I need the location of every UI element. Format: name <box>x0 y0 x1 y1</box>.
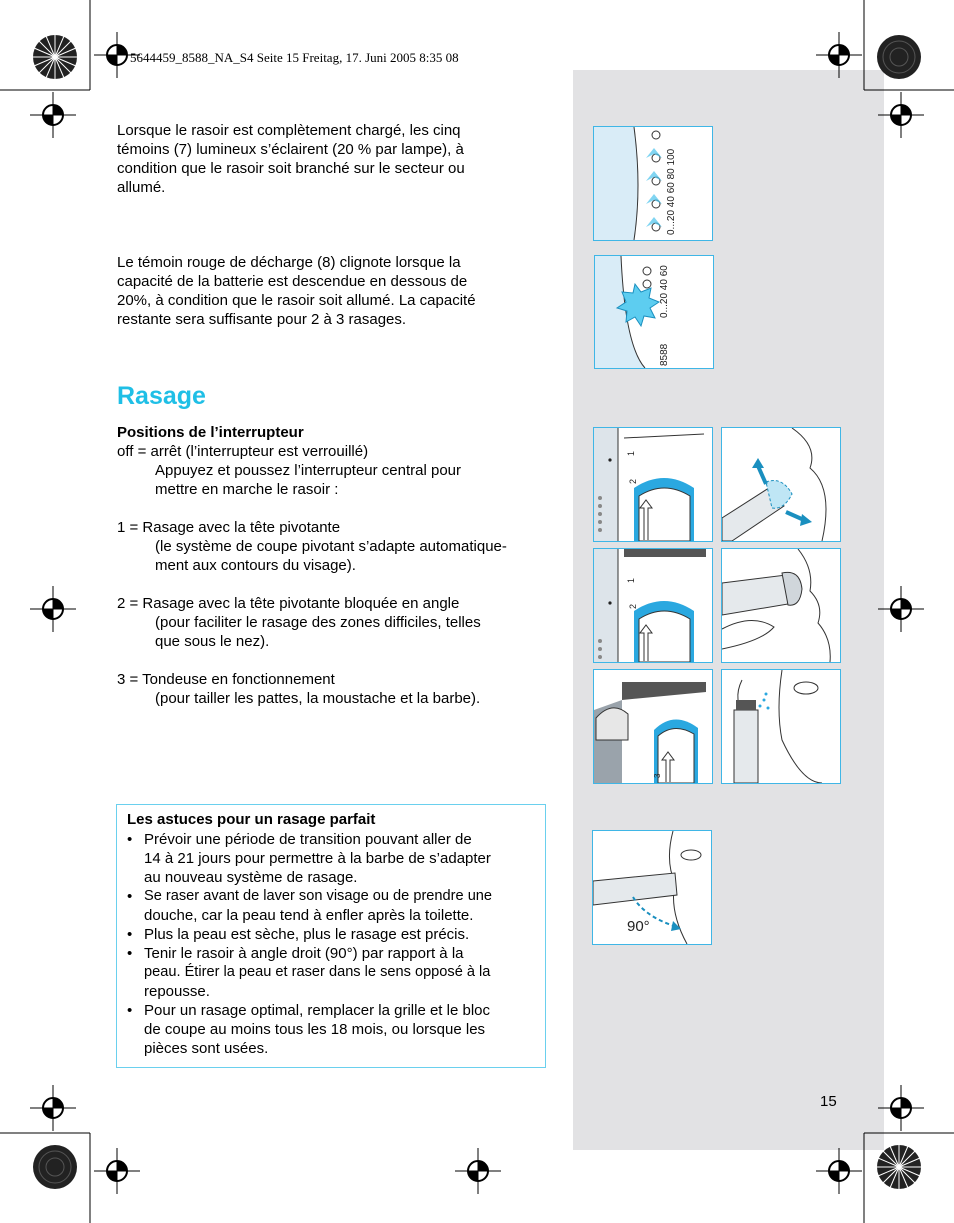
text-line: témoins (7) lumineux s’éclairent (20 % par lampe), à <box>117 141 464 158</box>
registration-mark-icon <box>816 32 862 78</box>
text-line: restante sera suffisante pour 2 à 3 rasages. <box>117 311 407 328</box>
figure-switch-position-1 <box>593 427 713 542</box>
bullet: • <box>127 831 133 848</box>
tip-item <box>127 830 537 887</box>
page-number: 15 <box>820 1093 837 1110</box>
led-low-illustration <box>595 256 713 368</box>
trim-illustration <box>722 670 840 783</box>
figure-shave-neck <box>721 427 841 542</box>
text-line: allumé. <box>117 179 166 196</box>
registration-mark-icon <box>30 1085 76 1131</box>
registration-mark-icon <box>878 92 924 138</box>
registration-mark-icon <box>455 1148 501 1194</box>
star-target-icon <box>876 34 922 80</box>
model-number: 8588 <box>659 343 670 366</box>
tip-line: douche, car la peau tend à enfler après la toilette. <box>144 907 474 924</box>
discharge-paragraph <box>117 253 547 329</box>
tips-title: Les astuces pour un rasage parfait <box>127 811 376 828</box>
figure-led-full <box>593 126 713 241</box>
star-target-icon <box>32 1144 78 1190</box>
star-target-icon <box>876 1144 922 1190</box>
shave-neck-illustration <box>722 428 840 541</box>
bullet: • <box>127 1002 133 1019</box>
figure-switch-position-2 <box>593 548 713 663</box>
tip-item <box>127 887 537 925</box>
switch-off-line: off = arrêt (l’interrupteur est verrouillé) <box>117 443 369 460</box>
tip-line: repousse. <box>144 983 210 1000</box>
switch-2-line: 2 = Rasage avec la tête pivotante bloquée en angle <box>117 595 460 612</box>
tips-box <box>116 804 546 1068</box>
switch-illustration <box>594 549 712 662</box>
bullet: • <box>127 926 133 943</box>
tip-line: Tenir le rasoir à angle droit (90°) par rapport à la <box>144 945 464 962</box>
switch-2-detail: que sous le nez). <box>155 633 270 650</box>
text-line: Lorsque le rasoir est complètement chargé, les cinq <box>117 122 461 139</box>
registration-mark-icon <box>30 92 76 138</box>
charged-paragraph <box>117 121 547 197</box>
star-target-icon <box>32 34 78 80</box>
switch-off-detail: Appuyez et poussez l’interrupteur central pour <box>155 462 462 479</box>
tip-line: au nouveau système de rasage. <box>144 869 358 886</box>
led-full-illustration <box>594 127 712 240</box>
registration-mark-icon <box>30 586 76 632</box>
figure-trim-sideburns <box>721 669 841 784</box>
registration-mark-icon <box>878 1085 924 1131</box>
tip-line: 14 à 21 jours pour permettre à la barbe de s’adapter <box>144 850 491 867</box>
tip-item <box>127 1001 537 1058</box>
tip-line: Pour un rasage optimal, remplacer la grille et le bloc <box>144 1002 491 1019</box>
tip-item <box>127 925 537 944</box>
switch-label-1: 1 <box>626 450 636 456</box>
registration-mark-icon <box>94 1148 140 1194</box>
section-subtitle: Positions de l’interrupteur <box>117 424 304 441</box>
bullet: • <box>127 945 133 962</box>
switch-3-line: 3 = Tondeuse en fonctionnement <box>117 671 335 688</box>
switch-1-detail: ment aux contours du visage). <box>155 557 356 574</box>
section-title: Rasage <box>117 382 206 410</box>
text-line: capacité de la batterie est descendue en dessous de <box>117 273 468 290</box>
switch-label-1: 1 <box>626 577 636 583</box>
text-line: 20%, à condition que le rasoir soit allumé. La capacité <box>117 292 476 309</box>
print-header: 5644459_8588_NA_S4 Seite 15 Freitag, 17. Juni 2005 8:35 08 <box>130 50 459 65</box>
figure-switch-position-3 <box>593 669 713 784</box>
tip-line: pièces sont usées. <box>144 1040 269 1057</box>
switch-label-2: 2 <box>628 478 638 484</box>
tip-line: Prévoir une période de transition pouvant aller de <box>144 831 472 848</box>
shave-nose-illustration <box>722 549 840 662</box>
tip-line: Se raser avant de laver son visage ou de prendre une <box>144 888 493 904</box>
led-scale-label: 0...20 40 60 <box>659 265 670 318</box>
text-line: Le témoin rouge de décharge (8) clignote lorsque la <box>117 254 461 271</box>
tip-line: peau. Étirer la peau et raser dans le sens opposé à la <box>144 964 491 980</box>
bullet: • <box>127 888 133 905</box>
switch-label-3: 3 <box>653 773 662 778</box>
switch-1-line: 1 = Rasage avec la tête pivotante <box>117 519 341 536</box>
led-scale-label: 0...20 40 60 80 100 <box>666 148 677 235</box>
switch-3-detail: (pour tailler les pattes, la moustache et la barbe). <box>155 690 481 707</box>
switch-1-detail: (le système de coupe pivotant s’adapte automatique- <box>155 538 507 555</box>
angle-label: 90° <box>627 918 650 935</box>
tip-line: Plus la peau est sèche, plus le rasage est précis. <box>144 926 470 943</box>
switch-2-detail: (pour faciliter le rasage des zones difficiles, telles <box>155 614 481 631</box>
angle-illustration <box>593 831 711 944</box>
text-line: condition que le rasoir soit branché sur le secteur ou <box>117 160 465 177</box>
tip-line: de coupe au moins tous les 18 mois, ou lorsque les <box>144 1021 486 1038</box>
figure-led-low <box>594 255 714 369</box>
switch-label-2: 2 <box>628 603 638 609</box>
registration-mark-icon <box>816 1148 862 1194</box>
trimmer-illustration <box>594 670 712 783</box>
tip-item <box>127 944 537 1001</box>
figure-shave-under-nose <box>721 548 841 663</box>
registration-mark-icon <box>878 586 924 632</box>
switch-off-detail: mettre en marche le rasoir : <box>155 481 339 498</box>
switch-illustration <box>594 428 712 541</box>
figure-angle-90 <box>592 830 712 945</box>
